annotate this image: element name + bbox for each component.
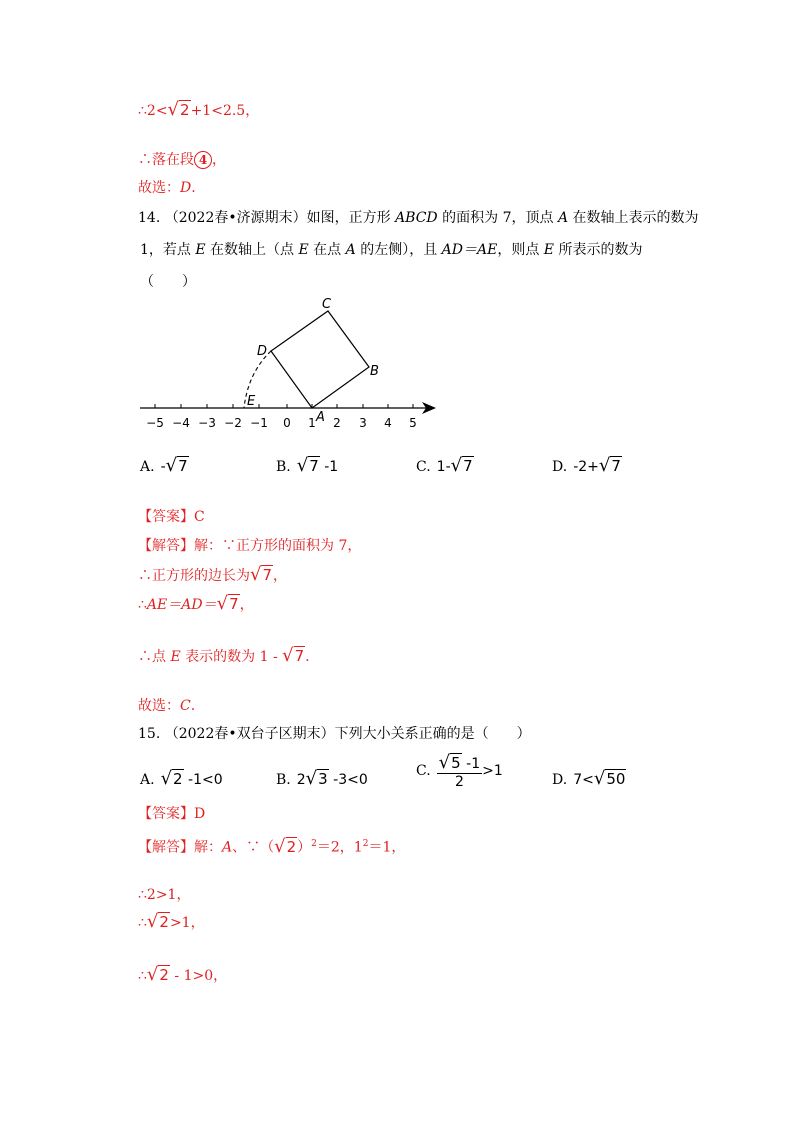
text: .	[305, 649, 310, 665]
q14-option-a[interactable]	[140, 455, 189, 476]
q14-option-c[interactable]	[416, 455, 474, 476]
q15-stem	[138, 724, 531, 744]
sqrt-expression: √3	[305, 768, 328, 789]
text: ∴2<	[138, 103, 168, 119]
text: 1-	[436, 459, 451, 475]
text: .	[191, 180, 196, 196]
square-abcd	[271, 311, 369, 408]
tick-labels	[146, 416, 417, 430]
q15-option-c[interactable]	[416, 752, 503, 790]
text: ，	[239, 597, 254, 613]
answer-letter: C	[180, 698, 191, 714]
text: ∴正方形的边长为	[138, 568, 250, 584]
q14-final	[138, 696, 195, 716]
text: 故选：	[138, 698, 180, 714]
text: -	[160, 459, 166, 475]
text: AD＝AE	[441, 242, 498, 258]
question-number: 15.	[138, 726, 161, 742]
tick-label: 1	[308, 416, 316, 430]
superscript: 2	[311, 839, 317, 849]
q14-option-b[interactable]	[276, 455, 338, 476]
prev-line-2	[138, 150, 226, 170]
tick-label: 3	[359, 416, 367, 430]
text: >1	[482, 763, 503, 779]
solution-label: 【解答】	[138, 839, 194, 856]
text: A	[557, 210, 569, 226]
text: ）	[297, 839, 312, 856]
text: 、∵（	[232, 839, 275, 856]
q14-solution-line-4	[138, 646, 310, 667]
text: 在数轴上（点	[205, 242, 299, 258]
tick-label: 2	[333, 416, 341, 430]
text: - 1>0，	[169, 968, 228, 984]
text: 的面积为 7，顶点	[437, 210, 558, 226]
text: 的左侧），且	[355, 242, 442, 258]
text: A	[222, 839, 233, 856]
circled-number: 4	[194, 151, 212, 169]
text: >1，	[169, 915, 205, 931]
tick-label: −4	[172, 416, 190, 430]
text: 1，若点	[140, 242, 196, 258]
text: （2022春•济源期末）如图，正方形	[164, 210, 396, 226]
tick-label: 4	[384, 416, 392, 430]
answer-value: D	[194, 806, 206, 822]
option-letter: C.	[416, 459, 431, 475]
text: 在点	[308, 242, 346, 258]
superscript: 2	[362, 839, 369, 849]
sqrt-expression: √50	[593, 768, 626, 789]
text: 7<	[573, 772, 594, 788]
sqrt-expression: √7	[450, 455, 473, 476]
answer-letter: D	[180, 180, 192, 196]
label-d: D	[257, 344, 268, 359]
sqrt-expression: √2	[146, 964, 169, 985]
option-letter: A.	[140, 459, 155, 475]
option-letter: D.	[552, 459, 568, 475]
text: E	[170, 649, 181, 665]
sqrt-expression: √2	[167, 99, 190, 120]
text: AE＝AD＝	[146, 597, 217, 613]
tick-label: −2	[224, 416, 242, 430]
q14-solution-line-3	[138, 594, 254, 615]
sqrt-expression: √7	[165, 455, 188, 476]
answer-label: 【答案】	[138, 509, 194, 525]
text: ＝1，	[368, 839, 406, 856]
q15-solution-line-1	[138, 834, 405, 858]
text: A	[345, 242, 356, 258]
text: -1<0	[183, 772, 223, 788]
text: -1	[319, 459, 339, 475]
text: ∴点	[138, 649, 171, 665]
sqrt-expression: √7	[282, 645, 305, 666]
text: ∴	[138, 915, 147, 931]
question-number: 14.	[138, 210, 161, 226]
text: ，则点	[497, 242, 544, 258]
text: ，	[212, 152, 226, 168]
label-b: B	[370, 364, 379, 379]
q15-solution-line-4	[138, 965, 227, 986]
denominator: 2	[454, 774, 464, 790]
text: 解：∵正方形的面积为 7，	[194, 538, 362, 554]
fraction	[437, 752, 482, 790]
text: ∴落在段	[138, 152, 194, 168]
text: 解：	[194, 839, 222, 856]
q14-solution-line-1	[138, 536, 361, 556]
q14-stem-line-2	[140, 240, 642, 260]
text: 所表示的数为	[554, 242, 643, 258]
label-c: C	[322, 297, 332, 312]
answer-label: 【答案】	[138, 806, 194, 822]
text: -2+	[573, 459, 599, 475]
text: 故选：	[138, 180, 180, 196]
q14-option-d[interactable]	[552, 455, 622, 476]
sqrt-expression: √7	[250, 564, 273, 585]
label-e: E	[247, 394, 256, 409]
answer-value: C	[194, 509, 205, 525]
text: 在数轴上表示的数为	[568, 210, 699, 226]
option-letter: B.	[276, 772, 291, 788]
prev-line-3	[138, 178, 196, 198]
tick-label: −3	[198, 416, 216, 430]
q15-option-d[interactable]	[552, 768, 626, 789]
tick-label: 5	[409, 416, 417, 430]
sqrt-expression: √7	[216, 593, 239, 614]
option-letter: D.	[552, 772, 568, 788]
sqrt-expression: √2	[160, 768, 183, 789]
q14-blank: （ ）	[140, 274, 196, 290]
text: （2022春•双台子区期末）下列大小关系正确的是（ ）	[164, 726, 531, 742]
text: E	[543, 242, 555, 258]
text: -1	[461, 756, 481, 772]
text: ，	[273, 568, 288, 584]
text: ∴	[138, 597, 147, 613]
q15-answer	[138, 804, 205, 824]
sqrt-expression: √2	[146, 911, 169, 932]
q15-solution-line-2: ∴2>1，	[138, 887, 191, 903]
text: E	[195, 242, 206, 258]
label-a: A	[316, 410, 325, 425]
number-line-square-figure	[130, 295, 450, 435]
sqrt-expression: √2	[274, 835, 297, 857]
option-letter: C.	[416, 763, 431, 779]
q15-solution-line-3	[138, 912, 205, 933]
sqrt-expression: √7	[598, 455, 621, 476]
text: ∴	[138, 968, 147, 984]
prev-line-1	[138, 100, 259, 121]
q15-option-b[interactable]	[276, 768, 368, 789]
q15-option-a[interactable]	[140, 768, 223, 789]
q14-answer	[138, 507, 205, 527]
tick-label: −5	[146, 416, 164, 430]
text: ABCD	[395, 210, 438, 226]
sqrt-expression: √5	[438, 752, 461, 773]
option-letter: A.	[140, 772, 155, 788]
q14-solution-line-2	[138, 565, 287, 586]
text: 2	[296, 772, 306, 788]
text: .	[190, 698, 196, 714]
tick-label: 0	[283, 416, 291, 430]
tick-label: −1	[250, 416, 268, 430]
q14-stem-line-1	[138, 208, 699, 228]
text: -3<0	[328, 772, 368, 788]
text: E	[298, 242, 309, 258]
sqrt-expression: √7	[296, 455, 319, 476]
text: +1<2.5，	[190, 103, 260, 119]
text: 表示的数为 1 -	[180, 649, 283, 665]
text: ＝2，1	[316, 839, 363, 856]
solution-label: 【解答】	[138, 538, 194, 554]
option-letter: B.	[276, 459, 291, 475]
